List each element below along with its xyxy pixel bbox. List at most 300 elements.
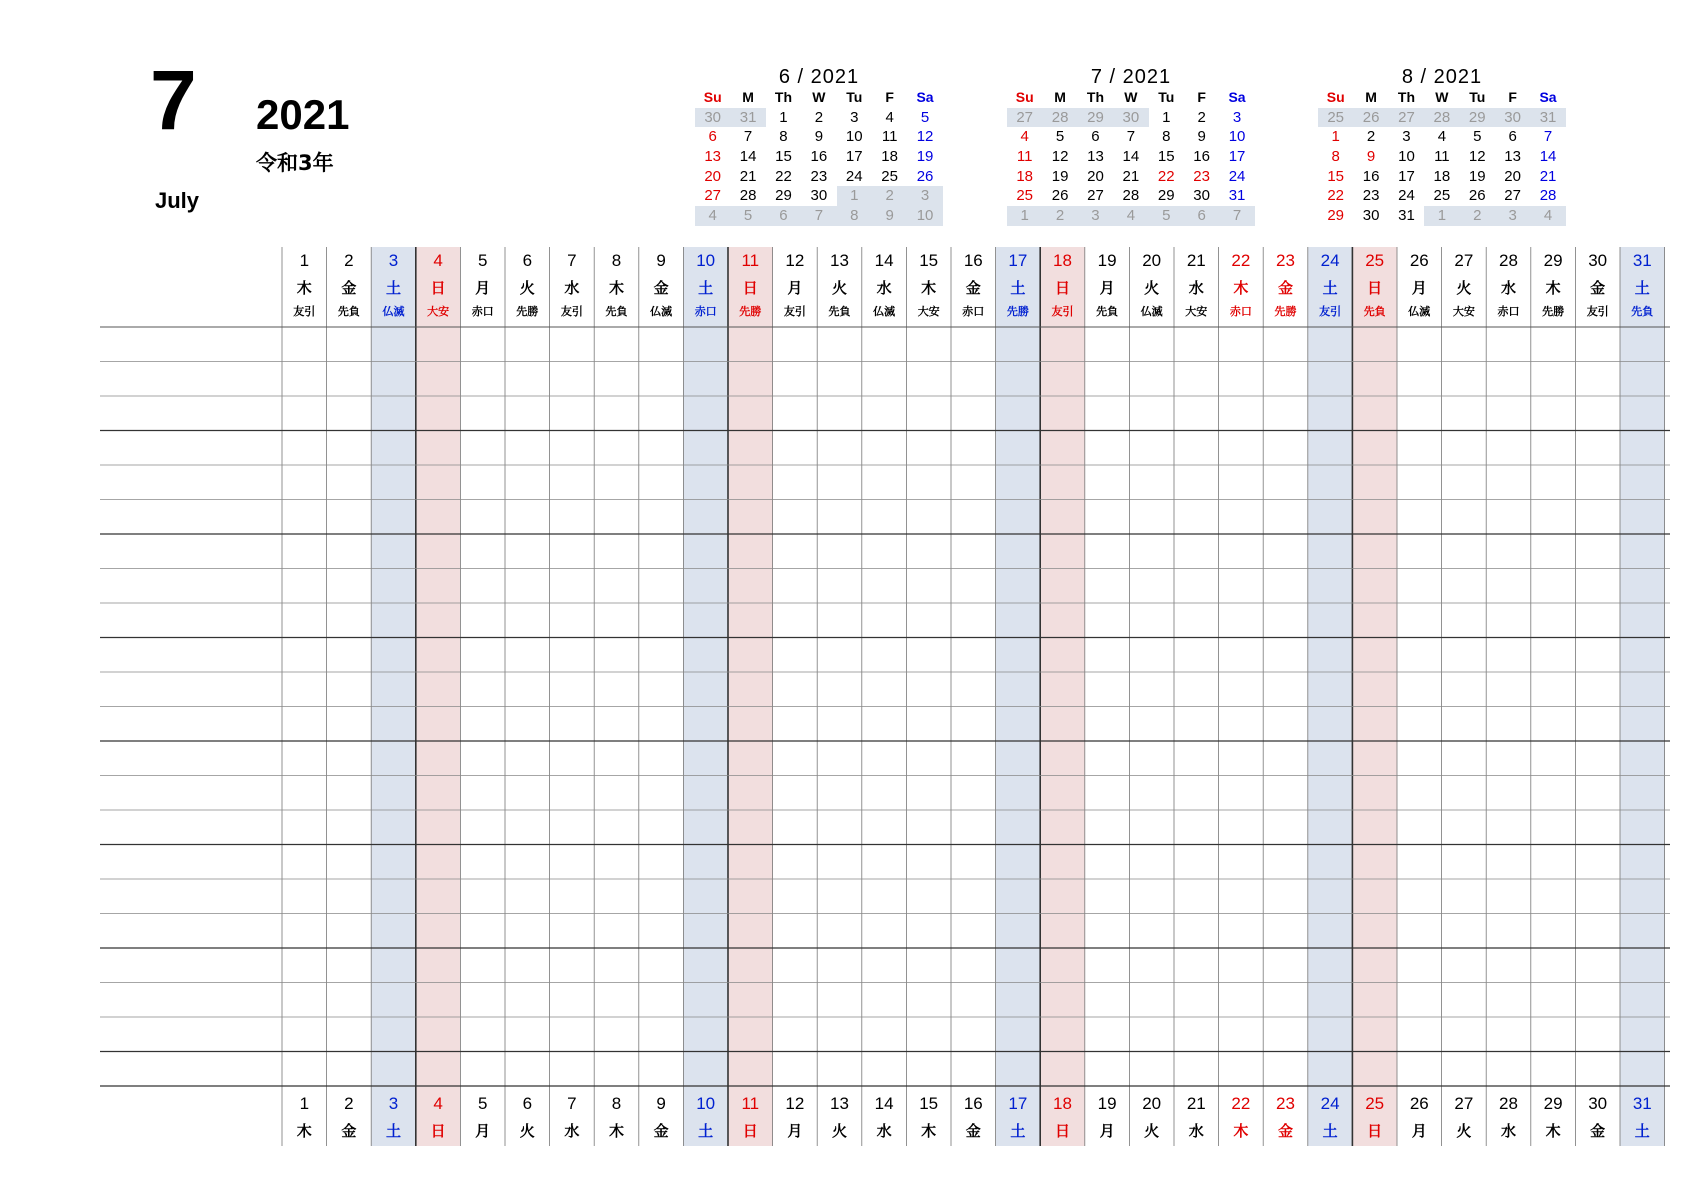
mini-day-cell: 8 [779, 128, 788, 146]
header-rokuyo: 仏滅 [1140, 306, 1163, 318]
footer-date: 1 [299, 1094, 310, 1113]
mini-day-cell: 6 [766, 206, 801, 226]
mini-day-cell: 30 [1193, 187, 1210, 205]
mini-day-cell: 2 [1366, 128, 1376, 146]
mini-weekday-label: Sa [916, 89, 934, 105]
footer-weekday: 土 [1634, 1123, 1650, 1140]
mini-day-cell: 25 [881, 167, 898, 185]
mini-day-cell: 27 [1007, 108, 1042, 128]
mini-day-cell: 30 [1495, 108, 1530, 128]
mini-weekday-label: Sa [1228, 89, 1246, 105]
mini-weekday-label: Th [1397, 89, 1416, 105]
header-date: 17 [1008, 251, 1028, 270]
mini-weekday-label: Tu [1469, 89, 1486, 105]
header-weekday: 木 [1545, 280, 1561, 297]
header-weekday: 土 [1010, 280, 1026, 297]
mini-day-cell: 3 [907, 186, 942, 206]
mini-day-cell: 11 [881, 128, 898, 146]
header-date: 10 [696, 251, 716, 270]
header-weekday: 月 [1099, 280, 1115, 297]
mini-calendar-title: 8 / 2021 [1401, 66, 1483, 88]
mini-day-cell: 2 [872, 186, 907, 206]
footer-weekday: 金 [1590, 1123, 1606, 1140]
header-rokuyo: 先負 [1363, 306, 1386, 318]
mini-weekday-label: Th [1086, 89, 1105, 105]
mini-day-cell: 22 [775, 167, 792, 185]
header-date: 25 [1365, 251, 1385, 270]
footer-weekday: 月 [1411, 1123, 1427, 1140]
mini-day-cell: 8 [1162, 128, 1171, 146]
header-date: 28 [1499, 251, 1518, 270]
header-weekday: 金 [1277, 280, 1293, 297]
mini-day-cell: 31 [1530, 108, 1565, 128]
mini-day-cell: 2 [1197, 108, 1206, 126]
mini-day-cell: 23 [810, 167, 828, 185]
mini-day-cell: 31 [1228, 187, 1246, 205]
header-weekday: 木 [296, 280, 312, 297]
header-date: 5 [477, 251, 488, 270]
grid-lines [100, 247, 1670, 1146]
mini-day-cell: 15 [775, 148, 792, 166]
footer-weekday: 火 [519, 1123, 535, 1140]
footer-date: 24 [1320, 1094, 1340, 1113]
mini-day-cell: 2 [1042, 206, 1077, 226]
header-rokuyo: 先勝 [1006, 306, 1029, 318]
mini-day-cell: 4 [695, 206, 730, 226]
mini-day-cell: 8 [837, 206, 872, 226]
mini-day-cell: 6 [1508, 128, 1517, 146]
mini-weekday-label: F [885, 89, 894, 105]
header-date: 22 [1231, 251, 1251, 270]
mini-weekday-label: F [1197, 89, 1206, 105]
mini-day-cell: 3 [1402, 128, 1411, 146]
header-rokuyo: 大安 [1452, 306, 1475, 318]
mini-day-cell: 27 [704, 187, 722, 205]
month-number: 7 [150, 53, 197, 147]
mini-day-cell: 4 [885, 108, 894, 126]
mini-day-cell: 3 [850, 108, 859, 126]
mini-day-cell: 29 [1327, 207, 1345, 225]
footer-weekday: 木 [608, 1123, 624, 1140]
footer-weekday: 火 [831, 1123, 847, 1140]
footer-date: 16 [963, 1094, 983, 1113]
mini-day-cell: 17 [845, 148, 863, 166]
mini-day-cell: 3 [1232, 108, 1242, 126]
mini-day-cell: 10 [845, 128, 863, 146]
footer-date: 12 [785, 1094, 805, 1113]
footer-date: 13 [830, 1094, 849, 1113]
mini-day-cell: 11 [1016, 148, 1033, 166]
header-rokuyo: 友引 [1586, 306, 1609, 318]
mini-day-cell: 1 [1331, 128, 1340, 146]
header-rokuyo: 赤口 [471, 306, 494, 318]
header-date: 14 [874, 251, 894, 270]
header-rokuyo: 友引 [783, 306, 806, 318]
year-title: 2021 [256, 91, 350, 138]
footer-weekday: 火 [1456, 1123, 1472, 1140]
header-rokuyo: 先勝 [516, 306, 539, 318]
mini-day-cell: 18 [881, 148, 898, 166]
header-rokuyo: 先負 [828, 306, 851, 318]
mini-day-cell: 10 [1228, 128, 1246, 146]
mini-calendar [695, 66, 943, 226]
header-weekday: 木 [608, 280, 624, 297]
mini-day-cell: 25 [1016, 187, 1034, 205]
mini-day-cell: 4 [1530, 206, 1565, 226]
header-weekday: 日 [1054, 280, 1070, 297]
footer-weekday: 水 [564, 1123, 580, 1140]
header-weekday: 土 [1634, 280, 1650, 297]
mini-weekday-label: W [1435, 89, 1449, 105]
footer-weekday: 木 [1233, 1123, 1249, 1140]
mini-weekday-label: M [742, 89, 754, 105]
mini-day-cell: 23 [1362, 187, 1380, 205]
footer-weekday: 金 [341, 1123, 357, 1140]
header-weekday: 火 [831, 280, 847, 297]
header-date: 2 [344, 251, 354, 270]
header-weekday: 月 [787, 280, 803, 297]
month-name: July [155, 188, 200, 213]
footer-date: 8 [611, 1094, 622, 1113]
mini-day-cell: 19 [1468, 167, 1486, 185]
header-weekday: 水 [876, 280, 892, 297]
header-rokuyo: 仏滅 [1408, 306, 1431, 318]
mini-day-cell: 11 [1434, 148, 1450, 166]
footer-weekday: 土 [698, 1123, 714, 1140]
mini-day-cell: 5 [1473, 128, 1482, 146]
footer-weekday: 日 [742, 1123, 758, 1140]
mini-day-cell: 17 [1398, 167, 1415, 185]
mini-day-cell: 21 [1539, 167, 1557, 185]
mini-day-cell: 13 [704, 148, 722, 166]
footer-date: 3 [388, 1094, 399, 1113]
footer-date: 14 [874, 1094, 894, 1113]
mini-day-cell: 9 [1366, 148, 1376, 166]
header-date: 4 [433, 251, 443, 270]
mini-day-cell: 8 [1331, 148, 1340, 166]
header-date: 18 [1053, 251, 1072, 270]
mini-day-cell: 12 [916, 128, 934, 146]
mini-day-cell: 30 [1113, 108, 1148, 128]
header-rokuyo: 先勝 [1274, 306, 1297, 318]
mini-day-cell: 16 [1193, 148, 1210, 166]
mini-day-cell: 26 [1468, 187, 1486, 205]
footer-weekday: 金 [965, 1123, 981, 1140]
header-weekday: 土 [698, 280, 714, 297]
mini-day-cell: 9 [1197, 128, 1206, 146]
mini-weekday-label: Su [703, 89, 722, 105]
mini-day-cell: 13 [1087, 148, 1104, 166]
mini-day-cell: 26 [1353, 108, 1388, 128]
header-date: 26 [1409, 251, 1429, 270]
header-rokuyo: 仏滅 [650, 306, 673, 318]
header-date: 8 [611, 251, 622, 270]
header-rokuyo: 先負 [337, 306, 360, 318]
mini-day-cell: 6 [1091, 128, 1100, 146]
footer-date: 6 [522, 1094, 533, 1113]
mini-weekday-label: W [812, 89, 826, 105]
footer-date: 7 [567, 1094, 577, 1113]
header-date: 23 [1276, 251, 1295, 270]
mini-day-cell: 15 [1327, 167, 1345, 185]
mini-calendar-grid [695, 88, 943, 226]
mini-day-cell: 15 [1157, 148, 1175, 166]
footer-weekday: 水 [1500, 1123, 1516, 1140]
mini-weekday-label: Su [1015, 89, 1034, 105]
header-rokuyo: 先負 [1096, 306, 1119, 318]
mini-weekday-label: M [1365, 89, 1377, 105]
mini-weekday-label: F [1508, 89, 1517, 105]
mini-day-cell: 4 [1113, 206, 1148, 226]
footer-date: 10 [696, 1094, 716, 1113]
mini-weekday-label: Sa [1539, 89, 1557, 105]
header-date: 27 [1454, 251, 1474, 270]
header-weekday: 木 [921, 280, 937, 297]
mini-day-cell: 5 [1149, 206, 1184, 226]
mini-day-cell: 7 [1219, 206, 1254, 226]
era-year: 令和3年 [256, 151, 334, 175]
mini-day-cell: 6 [708, 128, 717, 146]
header-weekday: 日 [742, 280, 758, 297]
header-rokuyo: 赤口 [694, 306, 717, 318]
header-weekday: 火 [1144, 280, 1160, 297]
footer-weekday: 木 [296, 1123, 312, 1140]
header-date: 16 [963, 251, 983, 270]
mini-day-cell: 21 [1122, 167, 1140, 185]
header-rokuyo: 大安 [1185, 306, 1208, 318]
footer-weekday: 日 [1367, 1123, 1383, 1140]
mini-day-cell: 28 [1539, 187, 1557, 205]
footer-weekday: 木 [1545, 1123, 1561, 1140]
header-weekday: 土 [1322, 280, 1338, 297]
mini-day-cell: 14 [739, 148, 757, 166]
footer-weekday: 月 [1099, 1123, 1115, 1140]
mini-calendar [1007, 66, 1255, 226]
footer-weekday: 月 [787, 1123, 803, 1140]
footer-date: 9 [656, 1094, 666, 1113]
mini-day-cell: 31 [730, 108, 765, 128]
mini-calendar [1318, 66, 1566, 226]
header-weekday: 水 [1188, 280, 1204, 297]
mini-day-cell: 10 [907, 206, 942, 226]
mini-day-cell: 5 [1055, 128, 1065, 146]
footer-date: 22 [1231, 1094, 1251, 1113]
header-weekday: 金 [965, 280, 981, 297]
mini-day-cell: 3 [1495, 206, 1530, 226]
mini-day-cell: 23 [1193, 167, 1210, 185]
mini-day-cell: 30 [1362, 207, 1380, 225]
footer-date: 17 [1008, 1094, 1028, 1113]
mini-day-cell: 31 [1398, 207, 1415, 225]
footer-weekday: 水 [876, 1123, 892, 1140]
header-rokuyo: 大安 [917, 306, 940, 318]
monthly-schedule-grid [100, 247, 1670, 1146]
header-date: 21 [1186, 251, 1206, 270]
mini-day-cell: 3 [1078, 206, 1113, 226]
footer-date: 30 [1588, 1094, 1608, 1113]
header-weekday: 水 [564, 280, 580, 297]
footer-weekday: 月 [475, 1123, 491, 1140]
header-date: 7 [567, 251, 577, 270]
header-date: 9 [656, 251, 666, 270]
mini-day-cell: 16 [810, 148, 828, 166]
mini-day-cell: 20 [704, 167, 722, 185]
mini-day-cell: 7 [1543, 128, 1553, 146]
mini-day-cell: 19 [916, 148, 934, 166]
mini-day-cell: 22 [1157, 167, 1175, 185]
mini-day-cell: 5 [920, 108, 930, 126]
mini-day-cell: 13 [1504, 148, 1521, 166]
mini-day-cell: 25 [1433, 187, 1451, 205]
mini-day-cell: 24 [845, 167, 863, 185]
footer-weekday: 金 [1277, 1123, 1293, 1140]
header-weekday: 月 [475, 280, 491, 297]
mini-day-cell: 16 [1362, 167, 1380, 185]
mini-day-cell: 9 [872, 206, 907, 226]
mini-calendar-grid [1007, 88, 1255, 226]
mini-day-cell: 26 [1051, 187, 1069, 205]
mini-day-cell: 26 [916, 167, 934, 185]
header-date: 24 [1320, 251, 1340, 270]
mini-day-cell: 28 [1122, 187, 1140, 205]
mini-day-cell: 12 [1468, 148, 1486, 166]
header-date: 30 [1588, 251, 1608, 270]
header-date: 3 [388, 251, 399, 270]
header-date: 15 [919, 251, 939, 270]
header-rokuyo: 先負 [605, 306, 628, 318]
mini-day-cell: 1 [779, 108, 788, 126]
footer-date: 5 [477, 1094, 488, 1113]
footer-weekday: 土 [1322, 1123, 1338, 1140]
footer-weekday: 土 [385, 1123, 401, 1140]
header-weekday: 金 [1590, 280, 1606, 297]
footer-weekday: 土 [1010, 1123, 1026, 1140]
header-date: 20 [1142, 251, 1162, 270]
header-weekday: 火 [519, 280, 535, 297]
header-rokuyo: 先勝 [739, 306, 762, 318]
mini-day-cell: 14 [1539, 148, 1557, 166]
header-weekday: 火 [1456, 280, 1472, 297]
mini-day-cell: 29 [1460, 108, 1495, 128]
footer-date: 11 [741, 1094, 760, 1113]
footer-date: 19 [1097, 1094, 1117, 1113]
header-weekday: 木 [1233, 280, 1249, 297]
mini-day-cell: 4 [1437, 128, 1447, 146]
mini-day-cell: 10 [1398, 148, 1415, 166]
mini-weekday-label: Tu [846, 89, 863, 105]
footer-date: 4 [433, 1094, 443, 1113]
mini-day-cell: 6 [1184, 206, 1219, 226]
header-date: 11 [741, 251, 760, 270]
header-date: 6 [522, 251, 533, 270]
mini-day-cell: 24 [1398, 187, 1415, 205]
footer-date: 25 [1365, 1094, 1385, 1113]
footer-date: 20 [1142, 1094, 1162, 1113]
footer-date: 21 [1186, 1094, 1206, 1113]
mini-day-cell: 1 [1162, 108, 1171, 126]
mini-day-cell: 7 [743, 128, 753, 146]
mini-day-cell: 9 [814, 128, 824, 146]
footer-date: 26 [1409, 1094, 1429, 1113]
footer-date: 29 [1543, 1094, 1563, 1113]
header-weekday: 金 [341, 280, 357, 297]
mini-day-cell: 2 [1460, 206, 1495, 226]
footer-weekday: 水 [1188, 1123, 1204, 1140]
footer-weekday: 木 [921, 1123, 937, 1140]
mini-day-cell: 30 [695, 108, 730, 128]
mini-day-cell: 22 [1327, 187, 1345, 205]
header-weekday: 日 [430, 280, 446, 297]
footer-date: 27 [1454, 1094, 1474, 1113]
header-date: 1 [299, 251, 310, 270]
header-rokuyo: 仏滅 [873, 306, 896, 318]
header-date: 31 [1632, 251, 1652, 270]
header-rokuyo: 仏滅 [382, 306, 405, 318]
header-rokuyo: 友引 [1051, 306, 1074, 318]
header-weekday: 土 [385, 280, 401, 297]
mini-day-cell: 4 [1020, 128, 1029, 146]
footer-date: 28 [1499, 1094, 1518, 1113]
mini-calendar-title: 7 / 2021 [1090, 66, 1172, 88]
mini-day-cell: 28 [739, 187, 757, 205]
mini-day-cell: 12 [1051, 148, 1069, 166]
mini-day-cell: 1 [1424, 206, 1459, 226]
mini-day-cell: 20 [1087, 167, 1104, 185]
mini-day-cell: 18 [1433, 167, 1451, 185]
footer-date: 15 [919, 1094, 939, 1113]
mini-day-cell: 29 [1078, 108, 1113, 128]
mini-calendar-grid [1318, 88, 1566, 226]
mini-weekday-label: M [1054, 89, 1066, 105]
header-rokuyo: 大安 [427, 306, 450, 318]
header-weekday: 金 [653, 280, 669, 297]
header-rokuyo: 赤口 [1497, 306, 1520, 318]
mini-day-cell: 27 [1389, 108, 1424, 128]
mini-day-cell: 27 [1087, 187, 1104, 205]
footer-weekday: 日 [1054, 1123, 1070, 1140]
footer-date: 31 [1632, 1094, 1652, 1113]
header-weekday: 水 [1500, 280, 1516, 297]
footer-weekday: 火 [1144, 1123, 1160, 1140]
mini-day-cell: 7 [1126, 128, 1136, 146]
footer-date: 18 [1053, 1094, 1072, 1113]
mini-day-cell: 30 [810, 187, 828, 205]
header-date: 19 [1097, 251, 1117, 270]
mini-day-cell: 29 [775, 187, 792, 205]
mini-day-cell: 7 [801, 206, 836, 226]
mini-day-cell: 2 [814, 108, 824, 126]
mini-day-cell: 28 [1042, 108, 1077, 128]
header-date: 12 [785, 251, 805, 270]
mini-day-cell: 17 [1228, 148, 1246, 166]
mini-day-cell: 1 [1007, 206, 1042, 226]
footer-weekday: 日 [430, 1123, 446, 1140]
mini-day-cell: 19 [1051, 167, 1069, 185]
header-date: 29 [1543, 251, 1563, 270]
mini-day-cell: 24 [1228, 167, 1246, 185]
header-rokuyo: 先勝 [1542, 306, 1565, 318]
mini-day-cell: 14 [1122, 148, 1140, 166]
mini-weekday-label: W [1124, 89, 1138, 105]
mini-day-cell: 20 [1504, 167, 1521, 185]
mini-day-cell: 27 [1504, 187, 1521, 205]
header-rokuyo: 赤口 [962, 306, 985, 318]
header-rokuyo: 友引 [1319, 306, 1342, 318]
header-rokuyo: 友引 [293, 306, 316, 318]
mini-day-cell: 29 [1157, 187, 1175, 205]
mini-weekday-label: Th [774, 89, 793, 105]
mini-day-cell: 1 [837, 186, 872, 206]
